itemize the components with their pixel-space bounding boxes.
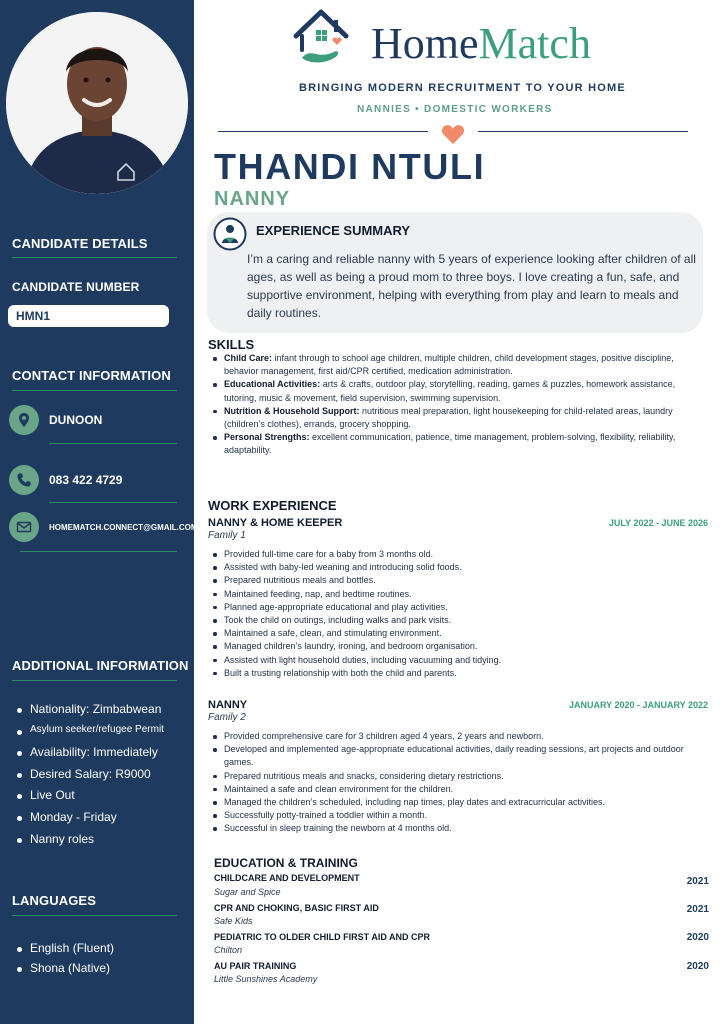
portrait-illustration <box>6 12 188 194</box>
list-item: Live Out <box>17 788 164 810</box>
list-item: Prepared nutritious meals and snacks, considering dietary restrictions. <box>213 770 707 783</box>
education-institution: Sugar and Spice <box>214 887 281 897</box>
skill-text: nutritious meal preparation, light housekeeping for child-related areas, laundry (children’s clothes), errands, grocery shopping. <box>224 405 673 430</box>
education-year: 2020 <box>686 961 709 972</box>
skill-text: excellent communication, patience, time management, problem-solving, flexibility, reliability, adaptability. <box>224 432 676 456</box>
list-item: Built a trusting relationship with both the child and parents. <box>213 667 707 680</box>
education-institution: Safe Kids <box>214 916 253 926</box>
candidate-name: THANDI NTULI <box>214 146 486 187</box>
list-item: Managed children’s laundry, ironing, and bedroom organisation. <box>213 640 707 653</box>
list-item: Maintained feeding, nap, and bedtime routines. <box>213 588 707 601</box>
list-item: Provided comprehensive care for 3 children aged 4 years, 2 years and newborn. <box>213 730 707 743</box>
list-item: Planned age-appropriate educational and play activities. <box>213 601 707 614</box>
summary-title: EXPERIENCE SUMMARY <box>256 223 411 238</box>
candidate-photo <box>6 12 188 194</box>
candidate-number-value: HMN1 <box>8 305 169 327</box>
education-year: 2021 <box>686 904 709 915</box>
skills-list <box>213 352 707 458</box>
education-title: CHILDCARE AND DEVELOPMENT <box>214 873 360 883</box>
list-item: Nationality: Zimbabwean <box>17 702 164 724</box>
education-institution: Chilton <box>214 945 243 955</box>
list-item: Nanny roles <box>17 832 164 854</box>
header-divider-left <box>218 131 428 132</box>
brand-tagline: BRINGING MODERN RECRUITMENT TO YOUR HOME <box>299 82 626 94</box>
house-logo-icon <box>290 6 352 72</box>
job-dates: JANUARY 2020 - JANUARY 2022 <box>568 700 708 710</box>
job-duties-list <box>213 548 707 680</box>
job-employer: Family 1 <box>208 530 246 541</box>
list-item: Shona (Native) <box>17 961 114 981</box>
list-item: Maintained a safe, clean, and stimulating environment. <box>213 627 707 640</box>
list-item: Provided full-time care for a baby from 3 months old. <box>213 548 707 561</box>
additional-info-heading: ADDITIONAL INFORMATION <box>12 658 189 673</box>
list-item: English (Fluent) <box>17 941 114 961</box>
education-year: 2021 <box>686 876 709 887</box>
header-divider-right <box>478 131 688 132</box>
candidate-details-heading: CANDIDATE DETAILS <box>12 236 148 251</box>
divider <box>12 390 177 391</box>
divider <box>12 915 177 916</box>
job-employer: Family 2 <box>208 712 246 723</box>
additional-info-list <box>17 702 164 853</box>
skill-label: Child Care: <box>224 353 273 363</box>
sidebar <box>0 0 198 1024</box>
skill-label: Educational Activities: <box>224 379 321 390</box>
languages-heading: LANGUAGES <box>12 893 96 908</box>
summary-text: I’m a caring and reliable nanny with 5 years of experience looking after children of all ages, as well as being a proud mom to three boys. I love creating a fun, safe, and supportive environment, helping with everything from play and learn to meals and daily routines. <box>247 252 696 320</box>
contact-email <box>9 512 198 542</box>
brand-logo <box>371 19 591 68</box>
divider <box>49 443 177 444</box>
languages-list <box>17 941 114 980</box>
location-pin-icon <box>9 405 39 435</box>
list-item: Desired Salary: R9000 <box>17 767 164 789</box>
skill-text: arts & crafts, outdoor play, storytelling, reading, games & puzzles, homework assistance, tutoring, music & movement, field supervision, swimming supervision. <box>224 379 676 403</box>
divider <box>20 551 177 552</box>
location-text: DUNOON <box>49 413 103 427</box>
list-item: Prepared nutritious meals and bottles. <box>213 574 707 587</box>
list-item: Monday - Friday <box>17 810 164 832</box>
list-item: Developed and implemented age-appropriate educational activities, daily reading sessions, art projects and outdoor games. <box>213 743 707 769</box>
list-item: Successful in sleep training the newborn at 4 months old. <box>213 822 707 835</box>
brand-name-home: Home <box>371 19 479 68</box>
divider <box>12 257 177 258</box>
skills-heading: SKILLS <box>208 337 255 352</box>
divider <box>49 502 177 503</box>
education-title: CPR AND CHOKING, BASIC FIRST AID <box>214 903 379 913</box>
skill-item <box>213 431 707 457</box>
education-institution: Little Sunshines Academy <box>214 974 318 984</box>
email-text[interactable]: HOMEMATCH.CONNECT@GMAIL.COM <box>49 522 198 532</box>
contact-phone <box>9 465 122 495</box>
list-item: Availability: Immediately <box>17 745 164 767</box>
list-item: Assisted with baby-led weaning and introducing solid foods. <box>213 561 707 574</box>
skill-label: Personal Strengths: <box>224 432 310 443</box>
phone-text[interactable]: 083 422 4729 <box>49 473 123 487</box>
contact-heading: CONTACT INFORMATION <box>12 368 171 383</box>
contact-location <box>9 405 102 435</box>
education-title: PEDIATRIC TO OLDER CHILD FIRST AID AND CPR <box>214 932 430 942</box>
list-item: Successfully potty-trained a toddler within a month. <box>213 809 707 822</box>
person-heart-icon <box>213 217 247 251</box>
mail-icon <box>9 512 39 542</box>
job-title: NANNY <box>208 699 248 711</box>
skill-item <box>213 352 707 378</box>
education-year: 2020 <box>686 932 709 943</box>
list-item: Assisted with light household duties, including vacuuming and tidying. <box>213 654 707 667</box>
skill-item <box>213 378 707 404</box>
list-item: Maintained a safe and clean environment for the children. <box>213 783 707 796</box>
education-title: AU PAIR TRAINING <box>214 961 297 971</box>
skill-label: Nutrition & Household Support: <box>224 405 360 416</box>
phone-icon <box>9 465 39 495</box>
job-title: NANNY & HOME KEEPER <box>208 517 343 529</box>
skill-item <box>213 405 707 431</box>
job-dates: JULY 2022 - JUNE 2026 <box>608 518 708 528</box>
list-item: Took the child on outings, including walks and park visits. <box>213 614 707 627</box>
candidate-number-label: CANDIDATE NUMBER <box>12 280 140 294</box>
heart-icon <box>441 123 465 145</box>
work-experience-heading: WORK EXPERIENCE <box>208 498 337 513</box>
skill-text: infant through to school age children, multiple children, child development stages, positive discipline, behavior management, first aid/CPR certified, medication administration. <box>224 353 674 377</box>
divider <box>12 680 177 681</box>
brand-name-match: Match <box>478 19 591 68</box>
brand-subtagline: NANNIES • DOMESTIC WORKERS <box>357 104 553 115</box>
candidate-role: NANNY <box>214 188 291 210</box>
job-duties-list <box>213 730 707 836</box>
education-heading: EDUCATION & TRAINING <box>214 856 358 870</box>
list-item: Managed the children’s scheduled, including nap times, play dates and extracurricular activities. <box>213 796 707 809</box>
list-item: Asylum seeker/refugee Permit <box>17 724 164 746</box>
